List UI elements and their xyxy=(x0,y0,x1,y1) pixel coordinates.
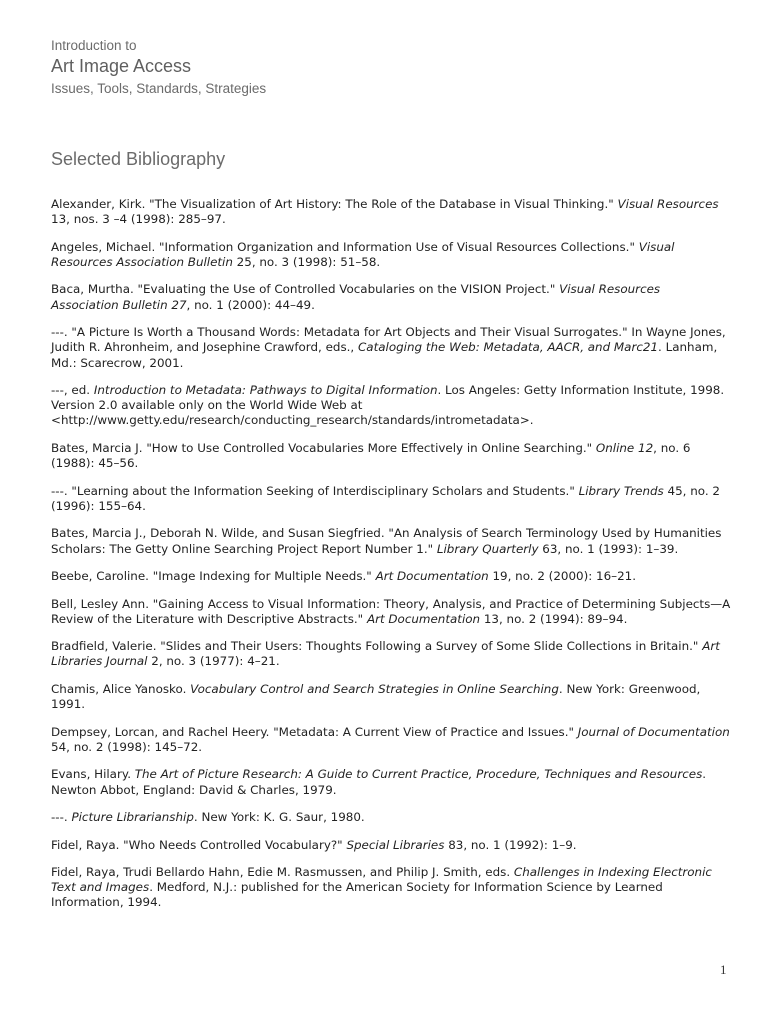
bibliography-entry xyxy=(51,383,731,429)
bibliography-entry xyxy=(51,682,731,712)
entry-text: Bell, Lesley Ann. "Gaining Access to Visual Information: Theory, Analysis, and Practice of Determining Subjects—A Review of the Literature with Descriptive Abstracts." xyxy=(51,596,731,626)
entry-text: 63, no. 1 (1993): 1–39. xyxy=(538,541,679,556)
entry-text: Chamis, Alice Yanosko. xyxy=(51,681,191,696)
entry-text: ---. xyxy=(51,810,72,825)
entry-text: 25, no. 3 (1998): 51–58. xyxy=(232,254,381,269)
entry-text: . Los Angeles: Getty Information Institute, 1998. Version 2.0 available only on the World Wide Web at <http://www.getty.edu/research/conducting_research/standards/intrometadata>. xyxy=(51,383,725,428)
section-title: Selected Bibliography xyxy=(51,149,226,169)
entry-text: 13, no. 2 (1994): 89–94. xyxy=(480,611,628,626)
entry-text: 45, no. 2 (1996): 155–64. xyxy=(51,483,720,513)
entry-text: ---. "A Picture Is Worth a Thousand Words: Metadata for Art Objects and Their Visual Surrogates." In Wayne Jones, Judith R. Ahronheim, and Josephine Crawford, eds., xyxy=(51,325,726,355)
entry-title-italic: Challenges in Indexing Electronic Text and Images xyxy=(51,865,712,895)
entry-title-italic: Picture Librarianship xyxy=(71,810,194,825)
entry-title-italic: Online 12 xyxy=(595,440,654,455)
bibliography-entry xyxy=(51,569,731,584)
entry-text: ---. "Learning about the Information Seeking of Interdisciplinary Scholars and Students." xyxy=(51,483,579,498)
header-title: Art Image Access xyxy=(51,56,192,76)
entry-title-italic: Journal of Documentation xyxy=(577,724,730,739)
bibliography-entry xyxy=(51,838,731,853)
entry-title-italic: Visual Resources Association Bulletin xyxy=(51,239,675,269)
bibliography-entry xyxy=(51,639,731,669)
bibliography-entry xyxy=(51,325,731,371)
page-number: 1 xyxy=(720,962,727,977)
entry-text: Evans, Hilary. xyxy=(51,767,135,782)
bibliography-list xyxy=(51,197,731,923)
bibliography-entry xyxy=(51,767,731,797)
entry-text: . New York: Greenwood, 1991. xyxy=(51,681,701,712)
entry-title-italic: Art Documentation xyxy=(366,611,481,626)
entry-text: . Lanham, Md.: Scarecrow, 2001. xyxy=(51,340,718,370)
entry-title-italic: Introduction to Metadata: Pathways to Digital Information xyxy=(93,383,438,398)
bibliography-entry xyxy=(51,526,731,556)
entry-title-italic: The Art of Picture Research: A Guide to Current Practice, Procedure, Techniques and Resources xyxy=(134,767,703,782)
entry-text: 13, nos. 3 –4 (1998): 285–97. xyxy=(51,212,226,227)
entry-title-italic: Visual Resources xyxy=(617,197,719,211)
entry-text: . Medford, N.J.: published for the American Society for Information Science by Learned Information, 1994. xyxy=(51,880,663,910)
bibliography-entry xyxy=(51,441,731,471)
entry-text: Dempsey, Lorcan, and Rachel Heery. "Metadata: A Current View of Practice and Issues." xyxy=(51,724,578,739)
entry-text: 54, no. 2 (1998): 145–72. xyxy=(51,739,203,754)
entry-text: , no. 6 (1988): 45–56. xyxy=(51,440,691,471)
bibliography-entry xyxy=(51,484,731,514)
entry-text: Angeles, Michael. "Information Organization and Information Use of Visual Resources Collections." xyxy=(51,239,639,254)
entry-text: ---, ed. xyxy=(51,383,94,398)
entry-title-italic: Art Libraries Journal xyxy=(51,639,720,669)
bibliography-entry xyxy=(51,240,731,270)
entry-text: 83, no. 1 (1992): 1–9. xyxy=(444,837,577,852)
entry-text: Bates, Marcia J. "How to Use Controlled Vocabularies More Effectively in Online Searching." xyxy=(51,440,596,455)
entry-text: Fidel, Raya. "Who Needs Controlled Vocabulary?" xyxy=(51,837,347,852)
entry-title-italic: Vocabulary Control and Search Strategies in Online Searching xyxy=(190,681,559,696)
entry-text: , no. 1 (2000): 44–49. xyxy=(186,297,315,312)
entry-title-italic: Visual Resources Association Bulletin 27 xyxy=(51,282,661,312)
entry-title-italic: Art Documentation xyxy=(375,569,489,584)
entry-text: . Newton Abbot, England: David & Charles, 1979. xyxy=(51,767,707,797)
entry-title-italic: Library Quarterly xyxy=(436,541,539,556)
bibliography-entry xyxy=(51,597,731,627)
entry-text: Beebe, Caroline. "Image Indexing for Multiple Needs." xyxy=(51,569,376,584)
entry-text: Bates, Marcia J., Deborah N. Wilde, and Susan Siegfried. "An Analysis of Search Terminology Used by Humanities Scholars: The Getty Online Searching Project Report Number 1." xyxy=(51,526,722,556)
header-intro: Introduction to xyxy=(51,38,137,53)
bibliography-entry xyxy=(51,810,731,825)
bibliography-entry xyxy=(51,725,731,755)
bibliography-entry xyxy=(51,865,731,911)
entry-text: Fidel, Raya, Trudi Bellardo Hahn, Edie M. Rasmussen, and Philip J. Smith, eds. xyxy=(51,865,514,880)
book-header xyxy=(51,37,266,99)
bibliography-entry xyxy=(51,282,731,312)
entry-text: Bradfield, Valerie. "Slides and Their Users: Thoughts Following a Survey of Some Slide Collections in Britain." xyxy=(51,639,703,654)
entry-text: . New York: K. G. Saur, 1980. xyxy=(193,810,365,825)
entry-title-italic: Cataloging the Web: Metadata, AACR, and Marc21 xyxy=(357,340,659,355)
entry-text: Alexander, Kirk. "The Visualization of Art History: The Role of the Database in Visual Thinking." xyxy=(51,197,618,211)
entry-title-italic: Library Trends xyxy=(578,483,664,498)
entry-title-italic: Special Libraries xyxy=(346,837,445,852)
header-subtitle: Issues, Tools, Standards, Strategies xyxy=(51,81,267,96)
entry-text: Baca, Murtha. "Evaluating the Use of Controlled Vocabularies on the VISION Project." xyxy=(51,282,560,297)
entry-text: 2, no. 3 (1977): 4–21. xyxy=(147,654,280,669)
bibliography-entry xyxy=(51,197,731,227)
entry-text: 19, no. 2 (2000): 16–21. xyxy=(488,569,636,584)
